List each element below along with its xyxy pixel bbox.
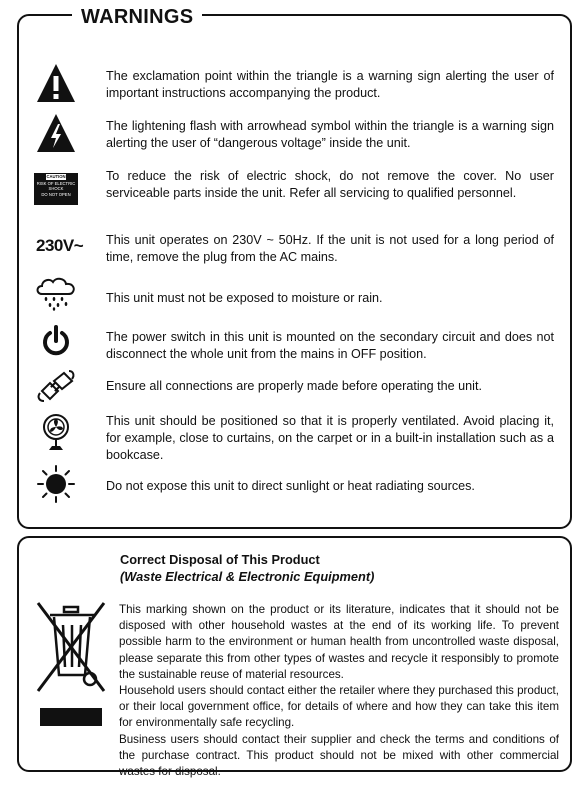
power-switch-icon <box>34 323 78 359</box>
disposal-paragraph: Household users should contact either the retailer where they purchased this product, or their local government office, for details of where and how they can take this item for environmentally safe recycling. <box>119 684 559 730</box>
lightning-triangle-icon <box>34 112 78 154</box>
warning-text: This unit operates on 230V ~ 50Hz. If the unit is not used for a long period of time, remove the plug from the AC mains. <box>106 233 554 264</box>
disposal-paragraph: This marking shown on the product or its literature, indicates that it should not be disposed with other household wastes at the end of its working life. To prevent possible harm to the environment or human health from uncontrolled waste disposal, please separate this from other types of wastes and recycle it responsibly to promote the sustainable reuse of material resources. <box>119 603 559 681</box>
rain-cloud-icon <box>34 276 78 312</box>
caution-label-line: RISK OF ELECTRIC <box>36 180 76 186</box>
crossed-out-bin-icon <box>32 597 110 710</box>
exclamation-triangle-icon <box>34 62 78 104</box>
warning-text: This unit should be positioned so that it is properly ventilated. Avoid placing it, for example, close to curtains, on the carpet or in a built-in installation such as a bookcase. <box>106 414 554 462</box>
voltage-symbol-text: 230V~ <box>36 236 84 255</box>
warning-text: To reduce the risk of electric shock, do not remove the cover. No user serviceable parts inside the unit. Refer all servicing to qualified personnel. <box>106 169 554 200</box>
caution-label-line: CAUTION <box>46 174 66 179</box>
warning-text: This unit must not be exposed to moisture or rain. <box>106 291 383 305</box>
disposal-paragraph: Business users should contact their supplier and check the terms and conditions of the purchase contract. This product should not be mixed with other commercial wastes for disposal. <box>119 732 559 779</box>
fan-ventilation-icon <box>34 411 78 453</box>
warning-text: The exclamation point within the triangle is a warning sign alerting the user of important instructions accompanying the product. <box>106 69 554 100</box>
warning-text: The power switch in this unit is mounted on the secondary circuit and does not disconnect the whole unit from the mains in OFF position. <box>106 330 554 361</box>
warning-text: Ensure all connections are properly made before operating the unit. <box>106 379 482 393</box>
caution-label-line: SHOCK <box>48 186 64 191</box>
sun-icon <box>34 464 78 504</box>
weee-black-bar <box>40 708 102 726</box>
disposal-title: Correct Disposal of This Product <box>120 552 320 567</box>
plug-connection-icon <box>34 368 78 404</box>
warnings-title: WARNINGS <box>72 5 202 29</box>
warning-text: Do not expose this unit to direct sunlight or heat radiating sources. <box>106 479 475 493</box>
caution-label-icon <box>34 171 78 207</box>
disposal-subtitle: (Waste Electrical & Electronic Equipment) <box>120 569 375 584</box>
caution-label-line: DO NOT OPEN <box>41 191 71 197</box>
warning-text: The lightening flash with arrowhead symbol within the triangle is a warning sign alerting the user of “dangerous voltage” inside the unit. <box>106 119 554 150</box>
voltage-symbol-icon <box>36 234 98 258</box>
disposal-body <box>119 602 559 780</box>
